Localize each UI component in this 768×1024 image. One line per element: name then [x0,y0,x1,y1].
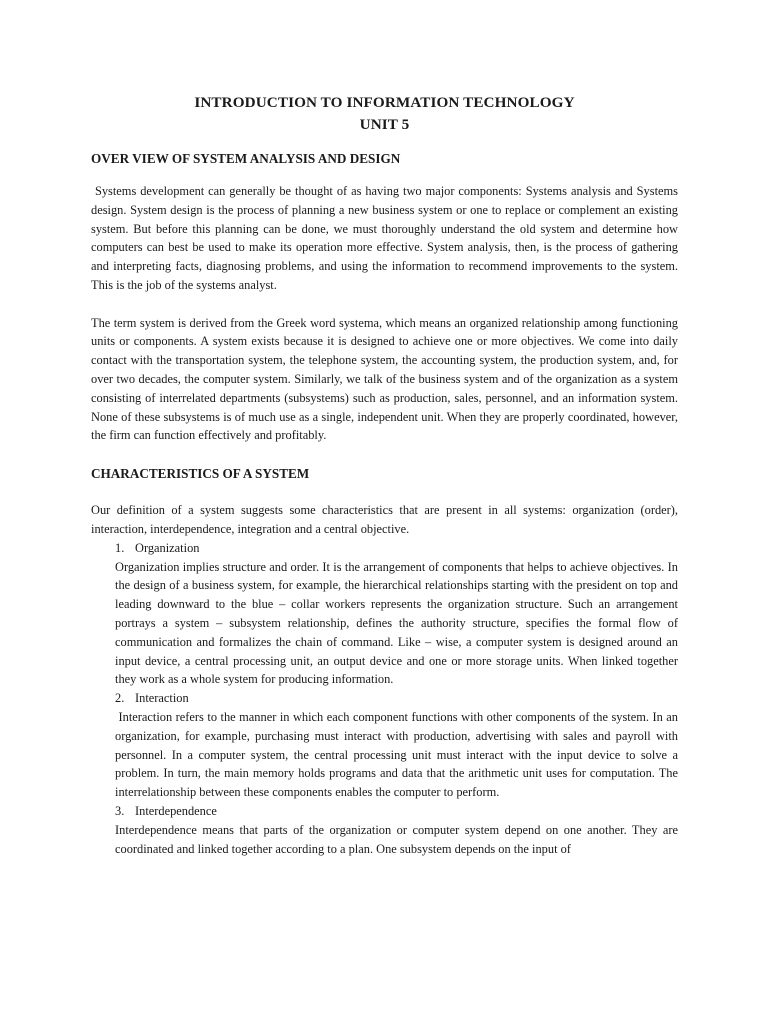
list-item [91,689,682,802]
list-item-body: Organization implies structure and order. It is the arrangement of components that helps to achieve objectives. In the design of a business system, for example, the hierarchical relationships starting with the president on top and leading downward to the blue – collar workers represents the organization structure. Such an arrangement portrays a system – subsystem relationship, defines the authority structure, specifies the formal flow of communication and formalizes the chain of command. Like – wise, a computer system is designed around an input device, a central processing unit, an output device and one or more storage units. When linked together they work as a whole system for producing information. [115,559,678,687]
document-title: INTRODUCTION TO INFORMATION TECHNOLOGY [194,94,575,111]
paragraph-definition: Our definition of a system suggests some characteristics that are present in all systems: organization (order), interaction, interdependence, integration and a central objective. [91,503,678,536]
list-item-number: 3. [115,803,125,818]
list-item-body: Interdependence means that parts of the organization or computer system depend on one another. They are coordinated and linked together according to a plan. One subsystem depends on the input of [115,822,678,856]
list-item-label: Interaction [135,691,189,706]
characteristics-list [91,539,682,859]
list-item-number: 2. [115,691,125,706]
paragraph-systems-development: Systems development can generally be thought of as having two major components: Systems analysis and Systems design. System design is the process of planning a new business system or one to replace or complement an existing system. But before this planning can be done, we must thoroughly understand the old system and determine how computers can best be used to make its operation more effective. System analysis, then, is the process of gathering and interpreting facts, diagnosing problems, and using the information to recommend improvements to the system. This is the job of the systems analyst. [91,184,682,292]
document-content [91,92,682,858]
list-item-number: 1. [115,540,125,555]
list-item-title [115,689,678,708]
list-item-title [115,802,678,821]
section-heading-overview: OVER VIEW OF SYSTEM ANALYSIS AND DESIGN [91,151,401,166]
list-item-label: Organization [135,540,200,555]
document-unit: UNIT 5 [359,116,410,133]
list-item [91,802,678,858]
list-item-label: Interdependence [135,803,217,818]
list-item [91,539,678,689]
list-item-title [115,539,678,558]
list-item-body: Interaction refers to the manner in which each component functions with other components of the system. In an organization, for example, purchasing must interact with production, advertising with sales and payroll with personnel. In a computer system, the central processing unit must interact with the input device to solve a problem. In turn, the main memory holds programs and data that the arithmetic unit uses for computation. The interrelationship between these components enables the computer to perform. [115,709,682,800]
paragraph-term-system: The term system is derived from the Greek word systema, which means an organized relationship among functioning units or components. A system exists because it is designed to achieve one or more objectives. We come into daily contact with the transportation system, the telephone system, the accounting system, the production system, and, for over two decades, the computer system. Similarly, we talk of the business system and of the organization as a system consisting of interrelated departments (subsystems) such as production, sales, personnel, and an information system. None of these subsystems is of much use as a single, independent unit. When they are properly coordinated, however, the firm can function effectively and profitably. [91,315,678,443]
section-heading-characteristics: CHARACTERISTICS OF A SYSTEM [91,466,310,482]
